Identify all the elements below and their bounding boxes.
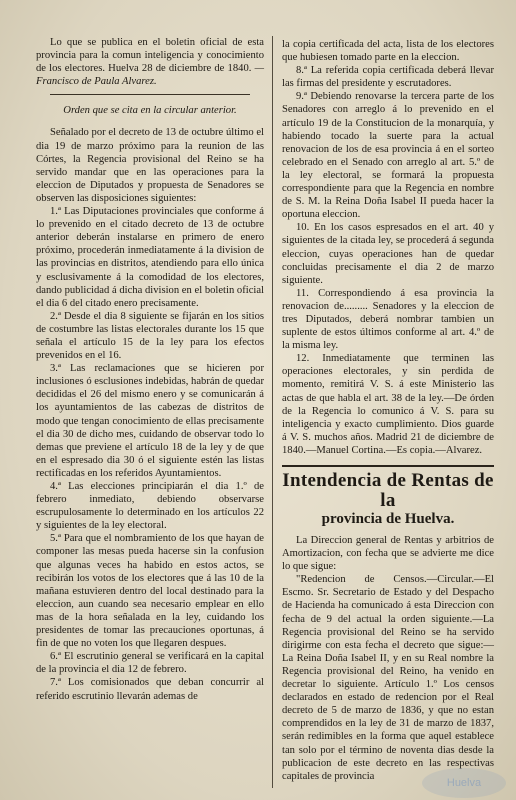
article-1: 1.ª Las Diputaciones provinciales que conforme á lo prevenido en el citado decreto de 13 de octubre anterior deberán instalarse en primero de enero próximo, procederán inmediatamente á la division de las provincias en distritos, atendiendo para ello única y esclusivamente á la comodidad de los electores, dando publicidad á dicha division en el boletin oficial el dia 6 del citado enero precisamente. <box>36 206 264 309</box>
article-9: 9.ª Debiendo renovarse la tercera parte de los Senadores con arreglo á lo prevenido en el artículo 19 de la Constitucion de la monarquía, y habiendo tocado la suerte para la actual renovacion de los de esa provincia á en el sorteo celebrado en el Senado con arreglo al art. 5.º de la ley electoral, se formará la propuesta correspondiente para que la Regencia en nombre de S. M. la Reina Doña Isabel II pueda hacer la oportuna eleccion. <box>282 91 494 221</box>
section-rule <box>282 465 494 467</box>
article-7: 7.ª Los comisionados que deban concurrir al referido escrutinio llevarán ademas de <box>36 677 264 702</box>
article-10: 10. En los casos espresados en el art. 40 y siguientes de la citada ley, se procederá á segunda eleccion, cuyas operaciones han de quedar concluidas precisamente el dia 2 de marzo siguiente. <box>282 222 494 286</box>
article-4: 4.ª Las elecciones principiarán el dia 1.º de febrero inmediato, debiendo observarse escrupulosamente lo determinado en los artículos 22 y siguientes de la ley electoral. <box>36 481 264 532</box>
section-title-sub: provincia de Huelva. <box>321 511 455 527</box>
article-8: 8.ª La referida copia certificada deberá llevar las firmas del presidente y escrutadores. <box>282 65 494 90</box>
column-divider <box>272 36 273 788</box>
rentas-circular: "Redencion de Censos.—Circular.—El Escmo. Sr. Secretario de Estado y del Despacho de Hacienda ha comunicado á esta Direccion con fecha de 9 del actual la orden siguiente.—La Regencia provisional del Reino se ha servido dirigirme con esta fecha el decreto que sigue:—La Reina Doña Isabel II, y en su Real nombre la Regencia provisional del Reino, ha venido en decretar lo siguiente. Artículo 1.º Los censos declarados en estado de redencion por el Real decreto de 5 de marzo de 1836, y que no estan comprendidos en la ley de 31 de marzo de 1837, serán redimibles en la forma que aquel establece tan solo por el término de noventa dias desde la publicacion de este decreto en las respectivas capitales de provincia <box>282 574 494 782</box>
intro-signature: —Francisco de Paula Alvarez. <box>36 63 264 88</box>
intro-paragraph <box>36 36 264 88</box>
section-title-main: Intendencia de Rentas de la <box>282 470 494 511</box>
intro-text: Lo que se publica en el boletin oficial de esta provincia para la comun inteligencia y conocimiento de los electores. Huelva 28 de diciembre de 1840. <box>36 37 264 75</box>
article-12: 12. Inmediatamente que terminen las operaciones electorales, y sin perdida de momento, remitirá V. S. á este Ministerio las actas de que habla el art. 38 de la ley.—De órden de la Regencia lo comunico á V. S. para su inteligencia y exacto cumplimiento. Dios guarde á V. S. muchos años. Madrid 21 de diciembre de 1840.—Manuel Cortina.—Es copia.—Alvarez. <box>282 353 494 456</box>
article-6: 6.ª El escrutinio general se verificará en la capital de la provincia el dia 12 de febrero. <box>36 651 264 676</box>
order-heading: Orden que se cita en la circular anterior. <box>63 105 237 117</box>
article-5: 5.ª Para que el nombramiento de los que hayan de componer las mesas pueda hacerse sin la confusion que algunas veces ha habido en estos actos, se recibirán los votos de los electores que á las 10 de la mañana estuvieren dentro del local destinado para la eleccion, aun cuando sea necesario emplear en ello mas de la hora señalada en la ley, cuidando los presidentes de tomar las precauciones oportunas, á fin de que no voten los que llegaren despues. <box>36 533 264 650</box>
rentas-intro: La Direccion general de Rentas y arbitrios de Amortizacion, con fecha que se advierte me dice lo que sigue: <box>282 535 494 573</box>
order-preamble: Señalado por el decreto de 13 de octubre último el dia 19 de marzo próximo para la reunion de las Córtes, la Regencia provisional del Reino se ha servido mandar que en las operaciones para la eleccion de Diputados y propuesta de Senadores se observen las disposiciones siguientes: <box>36 127 264 204</box>
section-title <box>282 471 494 528</box>
library-watermark: Huelva <box>422 768 506 798</box>
separator-rule <box>50 94 250 95</box>
left-column <box>36 36 264 703</box>
article-7-continued: la copia certificada del acta, lista de los electores que hubiesen tomado parte en la eleccion. <box>282 39 494 64</box>
article-3: 3.ª Las reclamaciones que se hicieren por inclusiones ó esclusiones indebidas, habrán de quedar decididas el 26 del mismo enero y se comunicarán á los ayuntamientos de las cabezas de distritos de modo que tengan conocimiento de ellas precisamente el dia 30 de dicho mes, cuidando de observar todo lo demas que previene el artículo 18 de la ley y de que en el espresado dia 30 ó el siguiente estén las listas rectificadas en los referidos Ayuntamientos. <box>36 363 264 479</box>
right-column <box>282 38 494 783</box>
article-2: 2.ª Desde el dia 8 siguiente se fijarán en los sitios de costumbre las listas electorales durante los 15 que señala el artículo 15 de la ley para los efectos prevenidos en el 16. <box>36 310 264 362</box>
article-11: 11. Correspondiendo á esa provincia la renovacion de......... Senadores y la eleccion de tres Diputados, deberá nombrar tambien un suplente de estos últimos conforme al art. 4.º de la misma ley. <box>282 287 494 352</box>
